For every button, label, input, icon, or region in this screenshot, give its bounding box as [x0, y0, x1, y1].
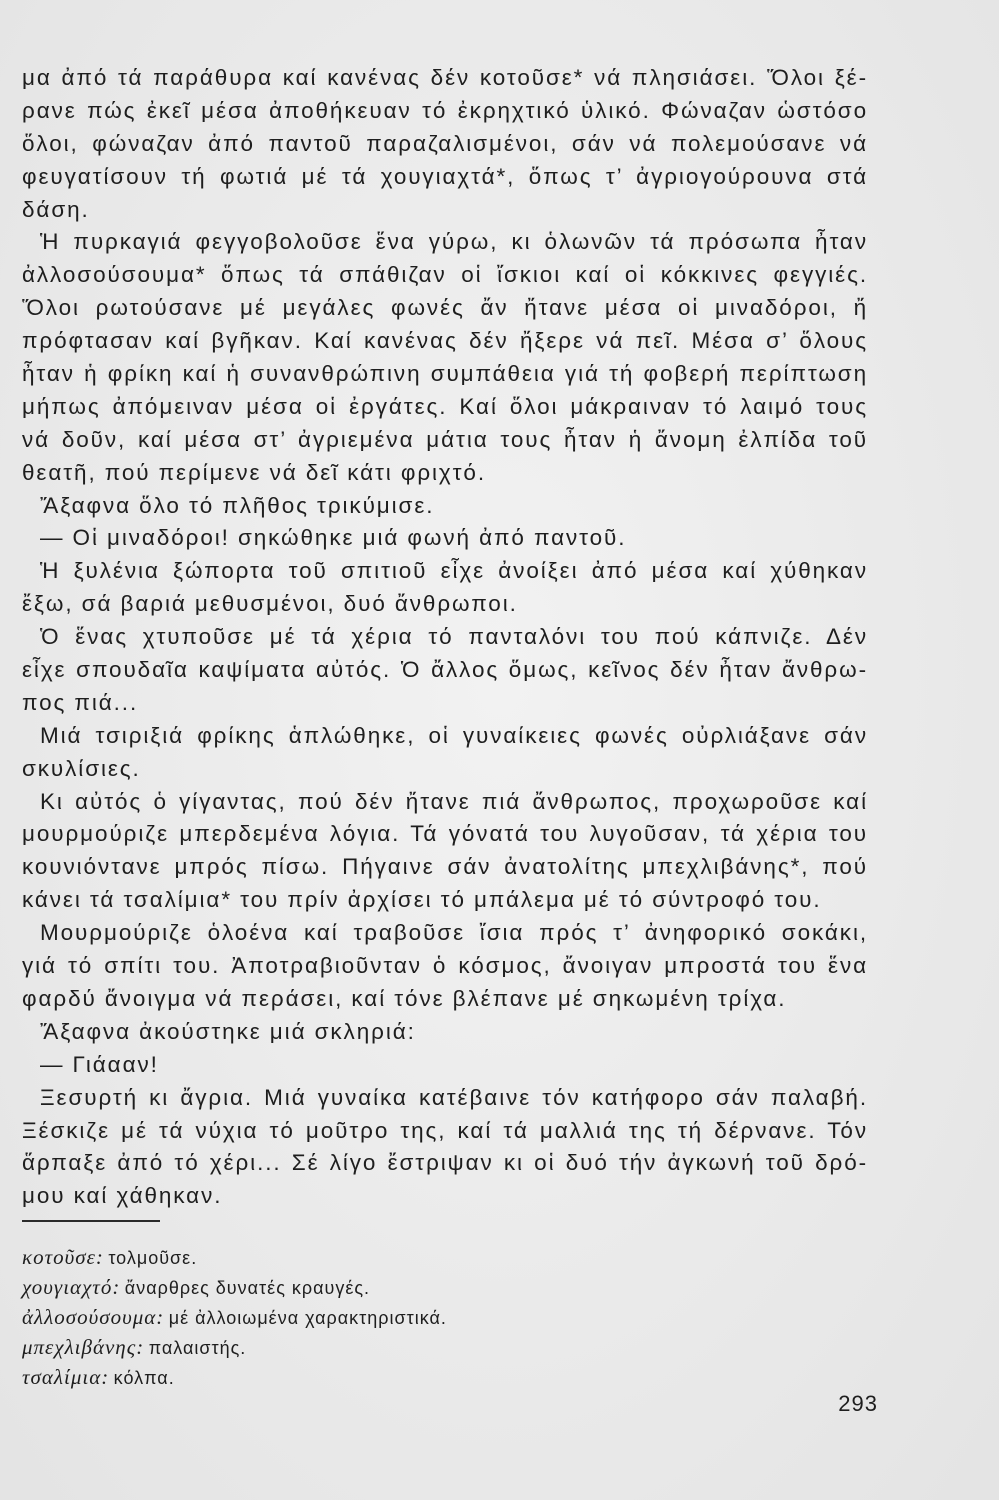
footnote-rule: [22, 1220, 160, 1222]
text-line: πρόφτασαν καί βγῆκαν. Καί κανένας δέν ἤξερε νά πεῖ. Μέσα σ’ ὅλους: [22, 328, 868, 354]
text-line: Ὅλοι ρωτούσανε μέ μεγάλες φωνές ἄν ἤτανε μέσα οἱ μιναδόροι, ἤ: [22, 295, 868, 321]
text-line: φευγατίσουν τή φωτιά μέ τά χουγιαχτά*, ὅπως τ’ ἀγριογούρουνα στά: [22, 163, 868, 189]
text-line: μήπως ἀπόμειναν μέσα οἱ ἐργάτες. Καί ὅλοι μάκραιναν τό λαιμό τους: [22, 393, 868, 419]
text-line: πος πιά...: [22, 689, 139, 715]
footnote-definition: παλαιστής.: [148, 1338, 247, 1358]
paragraph: [22, 1049, 868, 1082]
text-line: Μουρμούριζε ὁλοένα καί τραβοῦσε ἴσια πρός τ’ ἀνηφορικό σοκάκι,: [40, 920, 868, 946]
footnote-term: χουγιαχτό:: [22, 1275, 121, 1299]
footnote-definition: ἄναρθρες δυνατές κραυγές.: [124, 1278, 371, 1298]
text-line: μουρμούριζε μπερδεμένα λόγια. Τά γόνατά του λυγοῦσαν, τά χέρια του: [22, 821, 868, 847]
paragraph: [22, 1082, 868, 1214]
paragraph: [22, 786, 868, 918]
text-line: Ἄξαφνα ὅλο τό πλῆθος τρικύμισε.: [40, 492, 435, 518]
footnote: [22, 1242, 782, 1272]
text-line: Ἡ ξυλένια ξώπορτα τοῦ σπιτιοῦ εἶχε ἀνοίξει ἀπό μέσα καί χύθηκαν: [40, 558, 868, 584]
text-line: μου καί χάθηκαν.: [22, 1183, 223, 1209]
text-line: γιά τό σπίτι του. Ἀποτραβιοῦνταν ὁ κόσμος, ἄνοιγαν μπροστά του ἕνα: [22, 953, 868, 979]
text-line: δάση.: [22, 196, 90, 222]
text-line: φαρδύ ἄνοιγμα νά περάσει, καί τόνε βλέπανε μέ σηκωμένη τρίχα.: [22, 985, 787, 1011]
text-line: μα ἀπό τά παράθυρα καί κανένας δέν κοτοῦσε* νά πλησιάσει. Ὅλοι ξέ-: [22, 65, 868, 90]
paragraph: [22, 917, 868, 1016]
text-line: ἀλλοσούσουμα* ὅπως τά σπάθιζαν οἱ ἴσκιοι καί οἱ κόκκινες φεγγιές.: [22, 262, 868, 288]
text-line: ὅλοι, φώναζαν ἀπό παντοῦ παραζαλισμένοι, σάν νά πολεμούσανε νά: [22, 130, 868, 156]
paragraph: [22, 226, 868, 489]
footnote-term: κοτοῦσε:: [22, 1245, 104, 1269]
text-line: θεατῆ, πού περίμενε νά δεῖ κάτι φριχτό.: [22, 459, 486, 485]
paragraph: [22, 62, 868, 226]
text-line: Ἄξαφνα ἀκούστηκε μιά σκληριά:: [40, 1018, 416, 1044]
text-line: — Γιάααν!: [40, 1051, 159, 1077]
text-line: κάνει τά τσαλίμια* του πρίν ἀρχίσει τό μπάλεμα μέ τό σύντροφό του.: [22, 887, 822, 913]
text-line: σκυλίσιες.: [22, 755, 141, 781]
body-text: [22, 62, 868, 1213]
footnote-term: ἀλλοσούσουμα:: [22, 1305, 165, 1329]
paragraph: [22, 621, 868, 720]
paragraph: [22, 1016, 868, 1049]
footnote: [22, 1302, 782, 1332]
text-line: ρανε πώς ἐκεῖ μέσα ἀποθήκευαν τό ἐκρηχτικό ὑλικό. Φώναζαν ὡστόσο: [22, 97, 868, 123]
text-line: — Οἱ μιναδόροι! σηκώθηκε μιά φωνή ἀπό παντοῦ.: [40, 525, 627, 551]
footnote-definition: τολμοῦσε.: [108, 1248, 198, 1268]
text-line: κουνιόντανε μπρός πίσω. Πήγαινε σάν ἀνατολίτης μπεχλιβάνης*, πού: [22, 854, 868, 880]
text-line: Ἡ πυρκαγιά φεγγοβολοῦσε ἕνα γύρω, κι ὁλωνῶν τά πρόσωπα ἦταν: [40, 229, 868, 255]
footnotes: [22, 1242, 782, 1392]
page-number: 293: [838, 1391, 878, 1416]
footnote-term: τσαλίμια:: [22, 1365, 110, 1389]
text-line: εἶχε σπουδαῖα καψίματα αὐτός. Ὁ ἄλλος ὅμως, κεῖνος δέν ἦταν ἄνθρω-: [22, 657, 868, 683]
paragraph: [22, 720, 868, 786]
text-line: Ξέσκιζε μέ τά νύχια τό μοῦτρο της, καί τά μαλλιά της τή δέρνανε. Τόν: [22, 1117, 868, 1143]
text-line: νά δοῦν, καί μέσα στ’ ἀγριεμένα μάτια τους ἦταν ἡ ἄνομη ἐλπίδα τοῦ: [22, 426, 868, 452]
footnote-term: μπεχλιβάνης:: [22, 1335, 145, 1359]
footnote: [22, 1332, 782, 1362]
footnote: [22, 1362, 782, 1392]
paragraph: [22, 555, 868, 621]
footnote-definition: μέ ἀλλοιωμένα χαρακτηριστικά.: [168, 1308, 447, 1328]
paragraph: [22, 490, 868, 523]
text-line: ἅρπαξε ἀπό τό χέρι... Σέ λίγο ἔστριψαν κι οἱ δυό τήν ἀγκωνή τοῦ δρό-: [22, 1150, 868, 1176]
paragraph: [22, 522, 868, 555]
text-line: Μιά τσιριξιά φρίκης ἁπλώθηκε, οἱ γυναίκειες φωνές οὐρλιάξανε σάν: [40, 722, 868, 748]
footnote: [22, 1272, 782, 1302]
text-line: Ξεσυρτή κι ἄγρια. Μιά γυναίκα κατέβαινε τόν κατήφορο σάν παλαβή.: [40, 1084, 868, 1110]
footnote-definition: κόλπα.: [113, 1368, 175, 1388]
text-line: ἦταν ἡ φρίκη καί ἡ συνανθρώπινη συμπάθεια γιά τή φοβερή περίπτωση: [22, 361, 868, 387]
text-line: Ὁ ἕνας χτυποῦσε μέ τά χέρια τό πανταλόνι του πού κάπνιζε. Δέν: [40, 624, 868, 650]
text-line: ἔξω, σά βαριά μεθυσμένοι, δυό ἄνθρωποι.: [22, 591, 518, 617]
text-line: Κι αὐτός ὁ γίγαντας, πού δέν ἤτανε πιά ἄνθρωπος, προχωροῦσε καί: [40, 788, 868, 814]
